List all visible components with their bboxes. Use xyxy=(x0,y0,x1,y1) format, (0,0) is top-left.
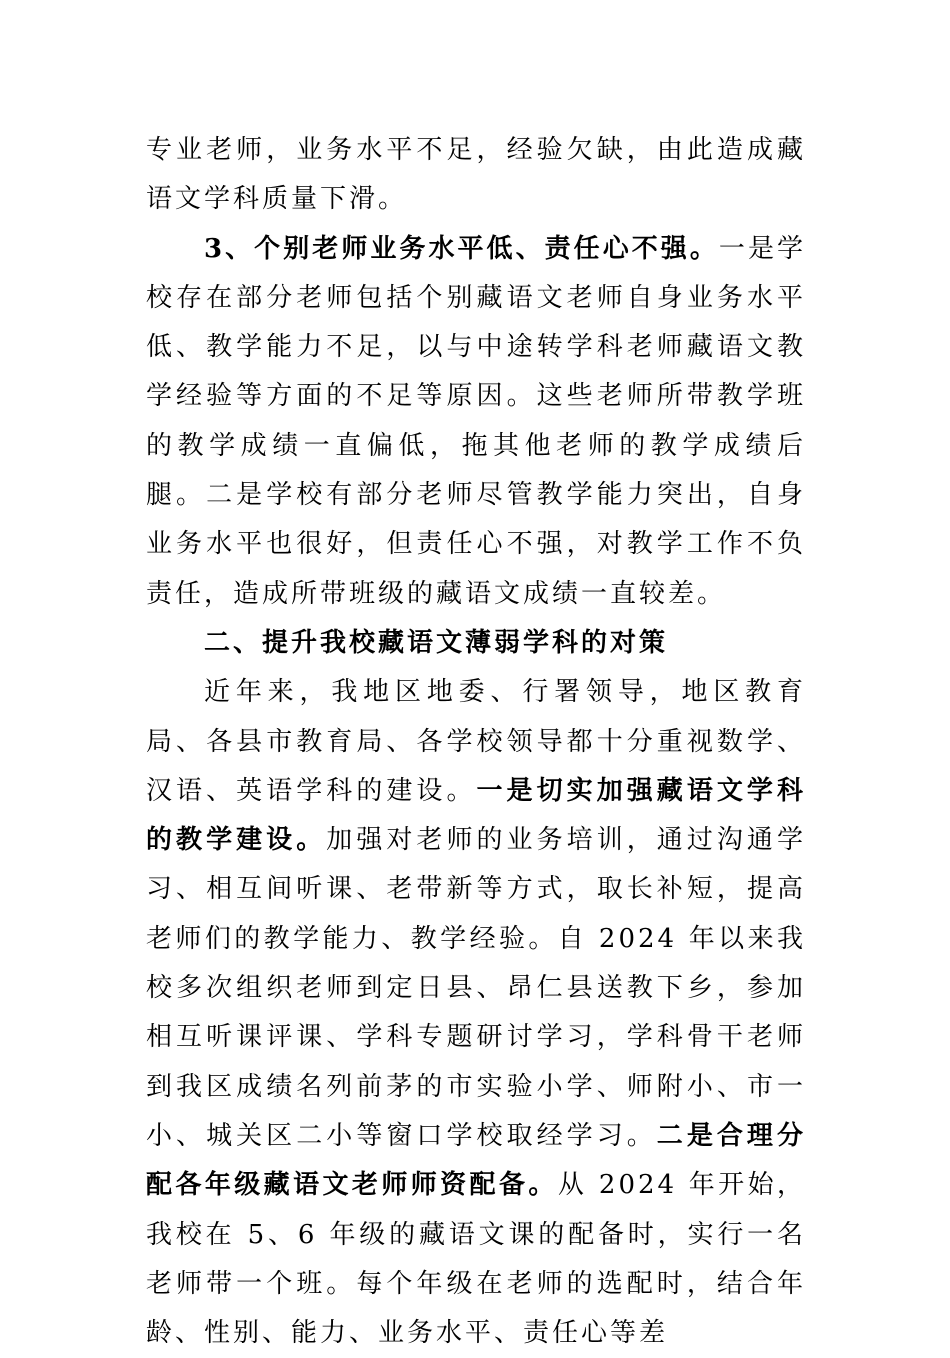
paragraph-continuation xyxy=(146,126,806,225)
paragraph-item-3 xyxy=(146,225,806,619)
paragraph-text: 一是学校存在部分老师包括个别藏语文老师自身业务水平低、教学能力不足，以与中途转学科老师藏语文教学经验等方面的不足等原因。这些老师所带教学班的教学成绩一直偏低，拖其他老师的教学成绩后腿。二是学校有部分老师尽管教学能力突出，自身业务水平也很好，但责任心不强，对教学工作不负责任，造成所带班级的藏语文成绩一直较差。 xyxy=(146,233,806,609)
document-body xyxy=(146,126,806,1358)
paragraph-text: 加强对老师的业务培训，通过沟通学习、相互间听课、老带新等方式，取长补短，提高老师们的教学能力、教学经验。自 2024 年以来我校多次组织老师到定日县、昂仁县送教下乡，参加相互听课评课、学科专题研讨学习，学科骨干老师到我区成绩名列前茅的市实验小学、师附小、市一小、城关区二小等窗口学校取经学习。 xyxy=(146,825,806,1151)
paragraph-bold-point-2: 二是合理分配各年级藏语文老师师资配备。 xyxy=(146,1120,806,1201)
paragraph-bold-point-1: 一是切实加强藏语文学科的教学建设。 xyxy=(146,775,806,856)
paragraph-measures xyxy=(146,668,806,1358)
paragraph-lead-bold: 3、个别老师业务水平低、责任心不强。 xyxy=(204,233,719,264)
section-heading: 二、提升我校藏语文薄弱学科的对策 xyxy=(204,627,669,658)
paragraph-text: 近年来，我地区地委、行署领导，地区教育局、各县市教育局、各学校领导都十分重视数学、汉语、英语学科的建设。 xyxy=(146,677,806,806)
paragraph-text: 从 2024 年开始，我校在 5、6 年级的藏语文课的配备时，实行一名老师带一个班。每个年级在老师的选配时，结合年龄、性别、能力、业务水平、责任心等差 xyxy=(146,1170,806,1349)
paragraph-text: 专业老师，业务水平不足，经验欠缺，由此造成藏语文学科质量下滑。 xyxy=(146,135,806,215)
